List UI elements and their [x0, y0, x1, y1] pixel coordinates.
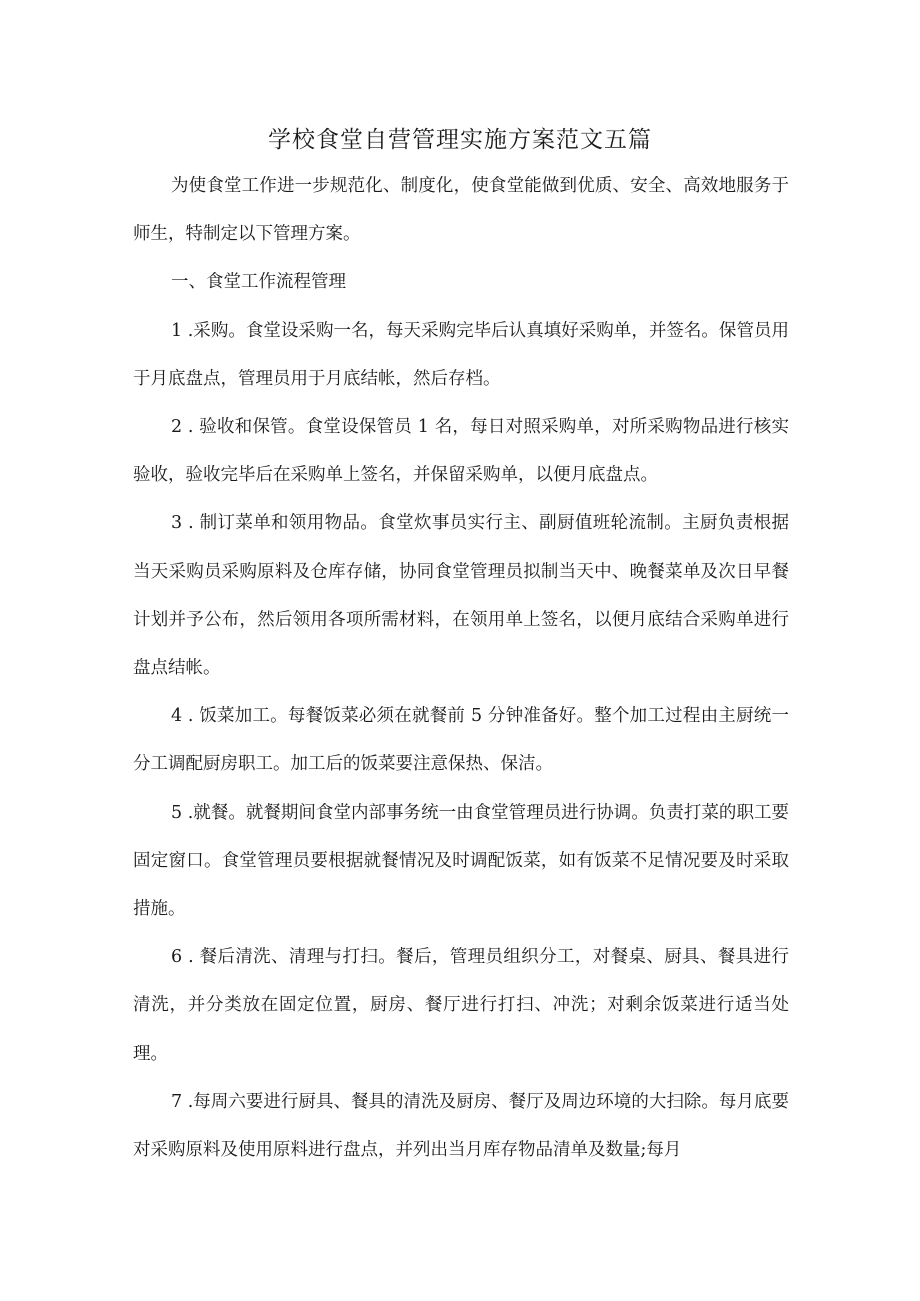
document-body: [133, 162, 789, 1174]
intro-paragraph: 为使食堂工作进一步规范化、制度化，使食堂能做到优质、安全、高效地服务于师生，特制定以下管理方案。: [133, 176, 789, 245]
item-paragraph-4: 4 . 饭菜加工。每餐饭菜必须在就餐前 5 分钟准备好。整个加工过程由主厨统一分工调配厨房职工。加工后的饭菜要注意保热、保洁。: [133, 706, 789, 775]
item-paragraph-3: 3 . 制订菜单和领用物品。食堂炊事员实行主、副厨值班轮流制。主厨负责根据当天采购员采购原料及仓库存储，协同食堂管理员拟制当天中、晚餐菜单及次日早餐计划并予公布，然后领用各项所需材料，在领用单上签名，以便月底结合采购单进行盘点结帐。: [133, 513, 789, 679]
item-paragraph-2: 2 . 验收和保管。食堂设保管员 1 名，每日对照采购单，对所采购物品进行核实验收，验收完毕后在采购单上签名，并保留采购单，以便月底盘点。: [133, 417, 789, 486]
document-title: 学校食堂自营管理实施方案范文五篇: [268, 127, 652, 153]
item-paragraph-5: 5 .就餐。就餐期间食堂内部事务统一由食堂管理员进行协调。负责打菜的职工要固定窗口。食堂管理员要根据就餐情况及时调配饭菜，如有饭菜不足情况要及时采取措施。: [133, 802, 789, 920]
item-paragraph-7: 7 .每周六要进行厨具、餐具的清洗及厨房、餐厅及周边环境的大扫除。每月底要对采购原料及使用原料进行盘点，并列出当月库存物品清单及数量;每月: [133, 1091, 789, 1161]
item-paragraph-6: 6 . 餐后清洗、清理与打扫。餐后，管理员组织分工，对餐桌、厨具、餐具进行清洗，并分类放在固定位置，厨房、餐厅进行打扫、冲洗；对剩余饭菜进行适当处理。: [133, 947, 789, 1064]
section-heading: 一、食堂工作流程管理: [171, 272, 346, 293]
item-paragraph-1: 1 .采购。食堂设采购一名，每天采购完毕后认真填好采购单，并签名。保管员用于月底盘点，管理员用于月底结帐，然后存档。: [133, 320, 789, 389]
